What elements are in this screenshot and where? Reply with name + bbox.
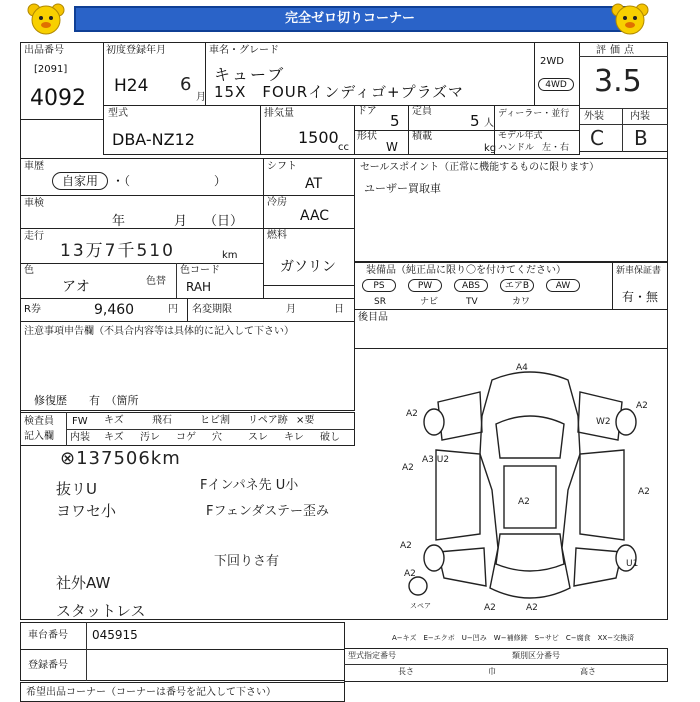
checker-item: 破し <box>320 432 340 443</box>
handle-value: 左・右 <box>542 143 570 153</box>
lot-label: 出品番号 <box>24 45 64 56</box>
car-grade: 15X FOURインディゴ+プラズマ <box>214 83 464 101</box>
shape-label: 形状 <box>357 131 377 142</box>
exterior-label: 外装 <box>584 111 604 122</box>
capacity-label: 定員 <box>412 106 432 117</box>
equipment-item: エアB <box>500 279 534 292</box>
color-code-label: 色コード <box>180 265 220 276</box>
color-cell <box>20 263 264 299</box>
damage-mark: A2 <box>406 409 418 419</box>
car-damage-diagram <box>400 358 668 620</box>
model-code: DBA-NZ12 <box>112 130 195 149</box>
color-value: アオ <box>62 279 90 295</box>
equipment-item: ABS <box>454 279 488 292</box>
car-no-divider <box>86 622 87 650</box>
reg-label: 登録番号 <box>28 660 68 671</box>
name-change-label: 名変期限 <box>192 304 232 315</box>
odo-note: ⊗137506km <box>60 448 181 469</box>
car-no-label: 車台番号 <box>28 630 68 641</box>
corner-banner: 完全ゼロ切りコーナー <box>74 6 626 32</box>
drive-4wd: 4WD <box>538 78 574 91</box>
rear-label: 後目品 <box>358 312 388 323</box>
dealer-label: ディーラー・並行 <box>498 109 570 119</box>
selling-points-label: セールスポイント（正常に機能するものに限ります） <box>360 162 600 173</box>
lot-code: [2091] <box>34 64 68 75</box>
displacement-label: 排気量 <box>264 108 294 119</box>
spec-row-divider <box>344 664 668 665</box>
model-year-label: モデル年式 <box>498 131 543 141</box>
mascot-bear-right-icon <box>608 2 652 38</box>
equipment-item: SR <box>374 297 386 307</box>
first-reg-label: 初度登録年月 <box>106 45 166 56</box>
recycle-unit: 円 <box>168 304 178 315</box>
note-5: 下回りさ有 <box>214 554 280 569</box>
score-divider-4 <box>579 124 668 125</box>
inspection-day: （日） <box>204 214 244 229</box>
checker-item: 穴 <box>212 432 222 443</box>
notes-repair: 修復歴 有 （箇所 <box>34 394 139 407</box>
load-label: 積載 <box>412 131 432 142</box>
checker-item: リペア跡 <box>248 415 288 426</box>
checker-row2-head: 内装 <box>70 432 90 443</box>
length-label: 長さ <box>398 667 414 676</box>
corner-label: 希望出品コーナー（コーナーは番号を記入して下さい） <box>26 687 276 698</box>
damage-mark: A2 <box>404 569 416 579</box>
car-name-label: 車名・グレード <box>209 45 279 56</box>
mascot-bear-left-icon <box>24 2 68 38</box>
name-change-month: 月 <box>286 304 296 315</box>
notes-label: 注意事項申告欄（不具合内容等は具体的に記入して下さい） <box>24 326 294 337</box>
model-label: 型式 <box>108 108 128 119</box>
score-divider-3 <box>622 108 623 152</box>
first-reg-month: 6 <box>180 74 192 95</box>
checker-row-divider <box>66 429 355 430</box>
inspection-month: 月 <box>174 214 188 229</box>
damage-mark: A2 <box>526 603 538 613</box>
exterior-grade: C <box>590 126 604 150</box>
mileage-label: 走行 <box>24 231 44 242</box>
checker-item: キレ <box>284 432 304 443</box>
score-divider <box>579 56 668 57</box>
damage-mark: A2 <box>402 463 414 473</box>
score-value: 3.5 <box>594 64 642 99</box>
load-unit: kg <box>484 143 497 154</box>
inspection-label: 車検 <box>24 198 44 209</box>
recycle-value: 9,460 <box>94 302 135 318</box>
checker-item: コゲ <box>176 432 196 443</box>
shape-value: W <box>386 140 398 154</box>
lot-number: 4092 <box>30 86 86 111</box>
checker-item: スレ <box>248 432 268 443</box>
first-reg-year: H24 <box>114 76 149 96</box>
damage-mark: A3 U2 <box>422 455 450 465</box>
warranty-label: 新車保証書 <box>616 266 662 276</box>
equipment-item: AW <box>546 279 580 292</box>
score-label: 評価点 <box>596 45 638 56</box>
color-swatch-label: 色替 <box>146 276 166 287</box>
equipment-item: PW <box>408 279 442 292</box>
checker-item: キズ <box>104 415 124 426</box>
score-divider-2 <box>579 108 668 109</box>
mileage-value: 13万7千510 <box>60 241 175 261</box>
history-private: 自家用 <box>52 172 108 190</box>
shift-label: シフト <box>267 161 297 172</box>
drive-2wd: 2WD <box>540 56 564 67</box>
note-4: Fフェンダステー歪み <box>206 504 330 519</box>
mileage-unit: km <box>222 250 238 261</box>
checker-label-1: 検査員 <box>24 416 54 427</box>
height-label: 高さ <box>580 667 596 676</box>
damage-mark: A2 <box>400 541 412 551</box>
checker-label-2: 記入欄 <box>24 431 54 442</box>
equipment-item: ナビ <box>420 297 439 307</box>
doors-value: 5 <box>390 112 400 130</box>
checker-row1-head: FW <box>72 416 88 427</box>
note-3: Fインパネ先 U小 <box>200 478 299 493</box>
displacement-unit: cc <box>338 142 349 153</box>
capacity-unit: 人 <box>484 118 494 129</box>
shift-value: AT <box>305 176 323 192</box>
checker-item: 飛石 <box>152 415 172 426</box>
class-label: 類別区分番号 <box>512 651 560 660</box>
fuel-label: 燃料 <box>267 230 287 241</box>
damage-mark: W2 <box>596 417 611 427</box>
note-1: 抜リU <box>56 480 97 498</box>
width-label: 巾 <box>488 667 496 676</box>
spare-tire-label: スペア <box>410 602 431 610</box>
history-rest: ・（ ） <box>112 174 227 188</box>
name-change-day: 日 <box>334 304 344 315</box>
equipment-item: TV <box>466 297 478 307</box>
equipment-label: 装備品（純正品に限り〇を付けてください） <box>366 265 566 276</box>
diagram-legend: A−キズ E−エクボ U−凹み W−補修跡 S−サビ C−腐食 XX−交換済 <box>392 634 635 642</box>
equipment-item: カワ <box>512 297 531 307</box>
first-reg-month-unit: 月 <box>196 92 206 103</box>
type-label: 型式指定番号 <box>348 651 396 660</box>
checker-item: ×要 <box>296 415 315 426</box>
note-6: 社外AW <box>56 574 111 592</box>
history-label: 車歴 <box>24 161 44 172</box>
doors-label: ドア <box>357 106 377 117</box>
damage-mark: A2 <box>638 487 650 497</box>
damage-mark: A2 <box>518 497 530 507</box>
warranty-value: 有・無 <box>622 290 659 304</box>
damage-mark: A4 <box>516 363 528 373</box>
checker-item: 汚レ <box>140 432 160 443</box>
interior-grade: B <box>634 126 648 150</box>
note-2: ヨワセ小 <box>56 502 117 520</box>
car-name: キューブ <box>214 65 286 84</box>
checker-item: ヒビ割 <box>200 415 230 426</box>
car-no-cell <box>20 622 345 650</box>
displacement-value: 1500 <box>298 128 339 147</box>
drive-cell <box>534 42 580 106</box>
recycle-label: R券 <box>24 304 41 315</box>
car-no: 045915 <box>92 628 138 642</box>
color-code: RAH <box>186 280 212 294</box>
note-7: スタットレス <box>56 602 146 620</box>
equipment-item: PS <box>362 279 396 292</box>
damage-mark: U1 <box>626 559 639 569</box>
inspection-year: 年 <box>112 214 126 229</box>
reg-divider <box>86 649 87 681</box>
color-divider <box>176 263 177 299</box>
rear-cell <box>354 309 668 349</box>
reg-cell <box>20 649 345 681</box>
color-label: 色 <box>24 265 34 276</box>
ac-value: AAC <box>300 208 330 224</box>
damage-mark: A2 <box>636 401 648 411</box>
ac-label: 冷房 <box>267 197 287 208</box>
selling-points-text: ユーザー買取車 <box>364 182 441 195</box>
handle-label: ハンドル <box>498 143 535 153</box>
fuel-value: ガソリン <box>280 259 336 275</box>
damage-mark: A2 <box>484 603 496 613</box>
interior-label: 内装 <box>630 111 650 122</box>
checker-item: キズ <box>104 432 124 443</box>
capacity-value: 5 <box>470 112 480 130</box>
